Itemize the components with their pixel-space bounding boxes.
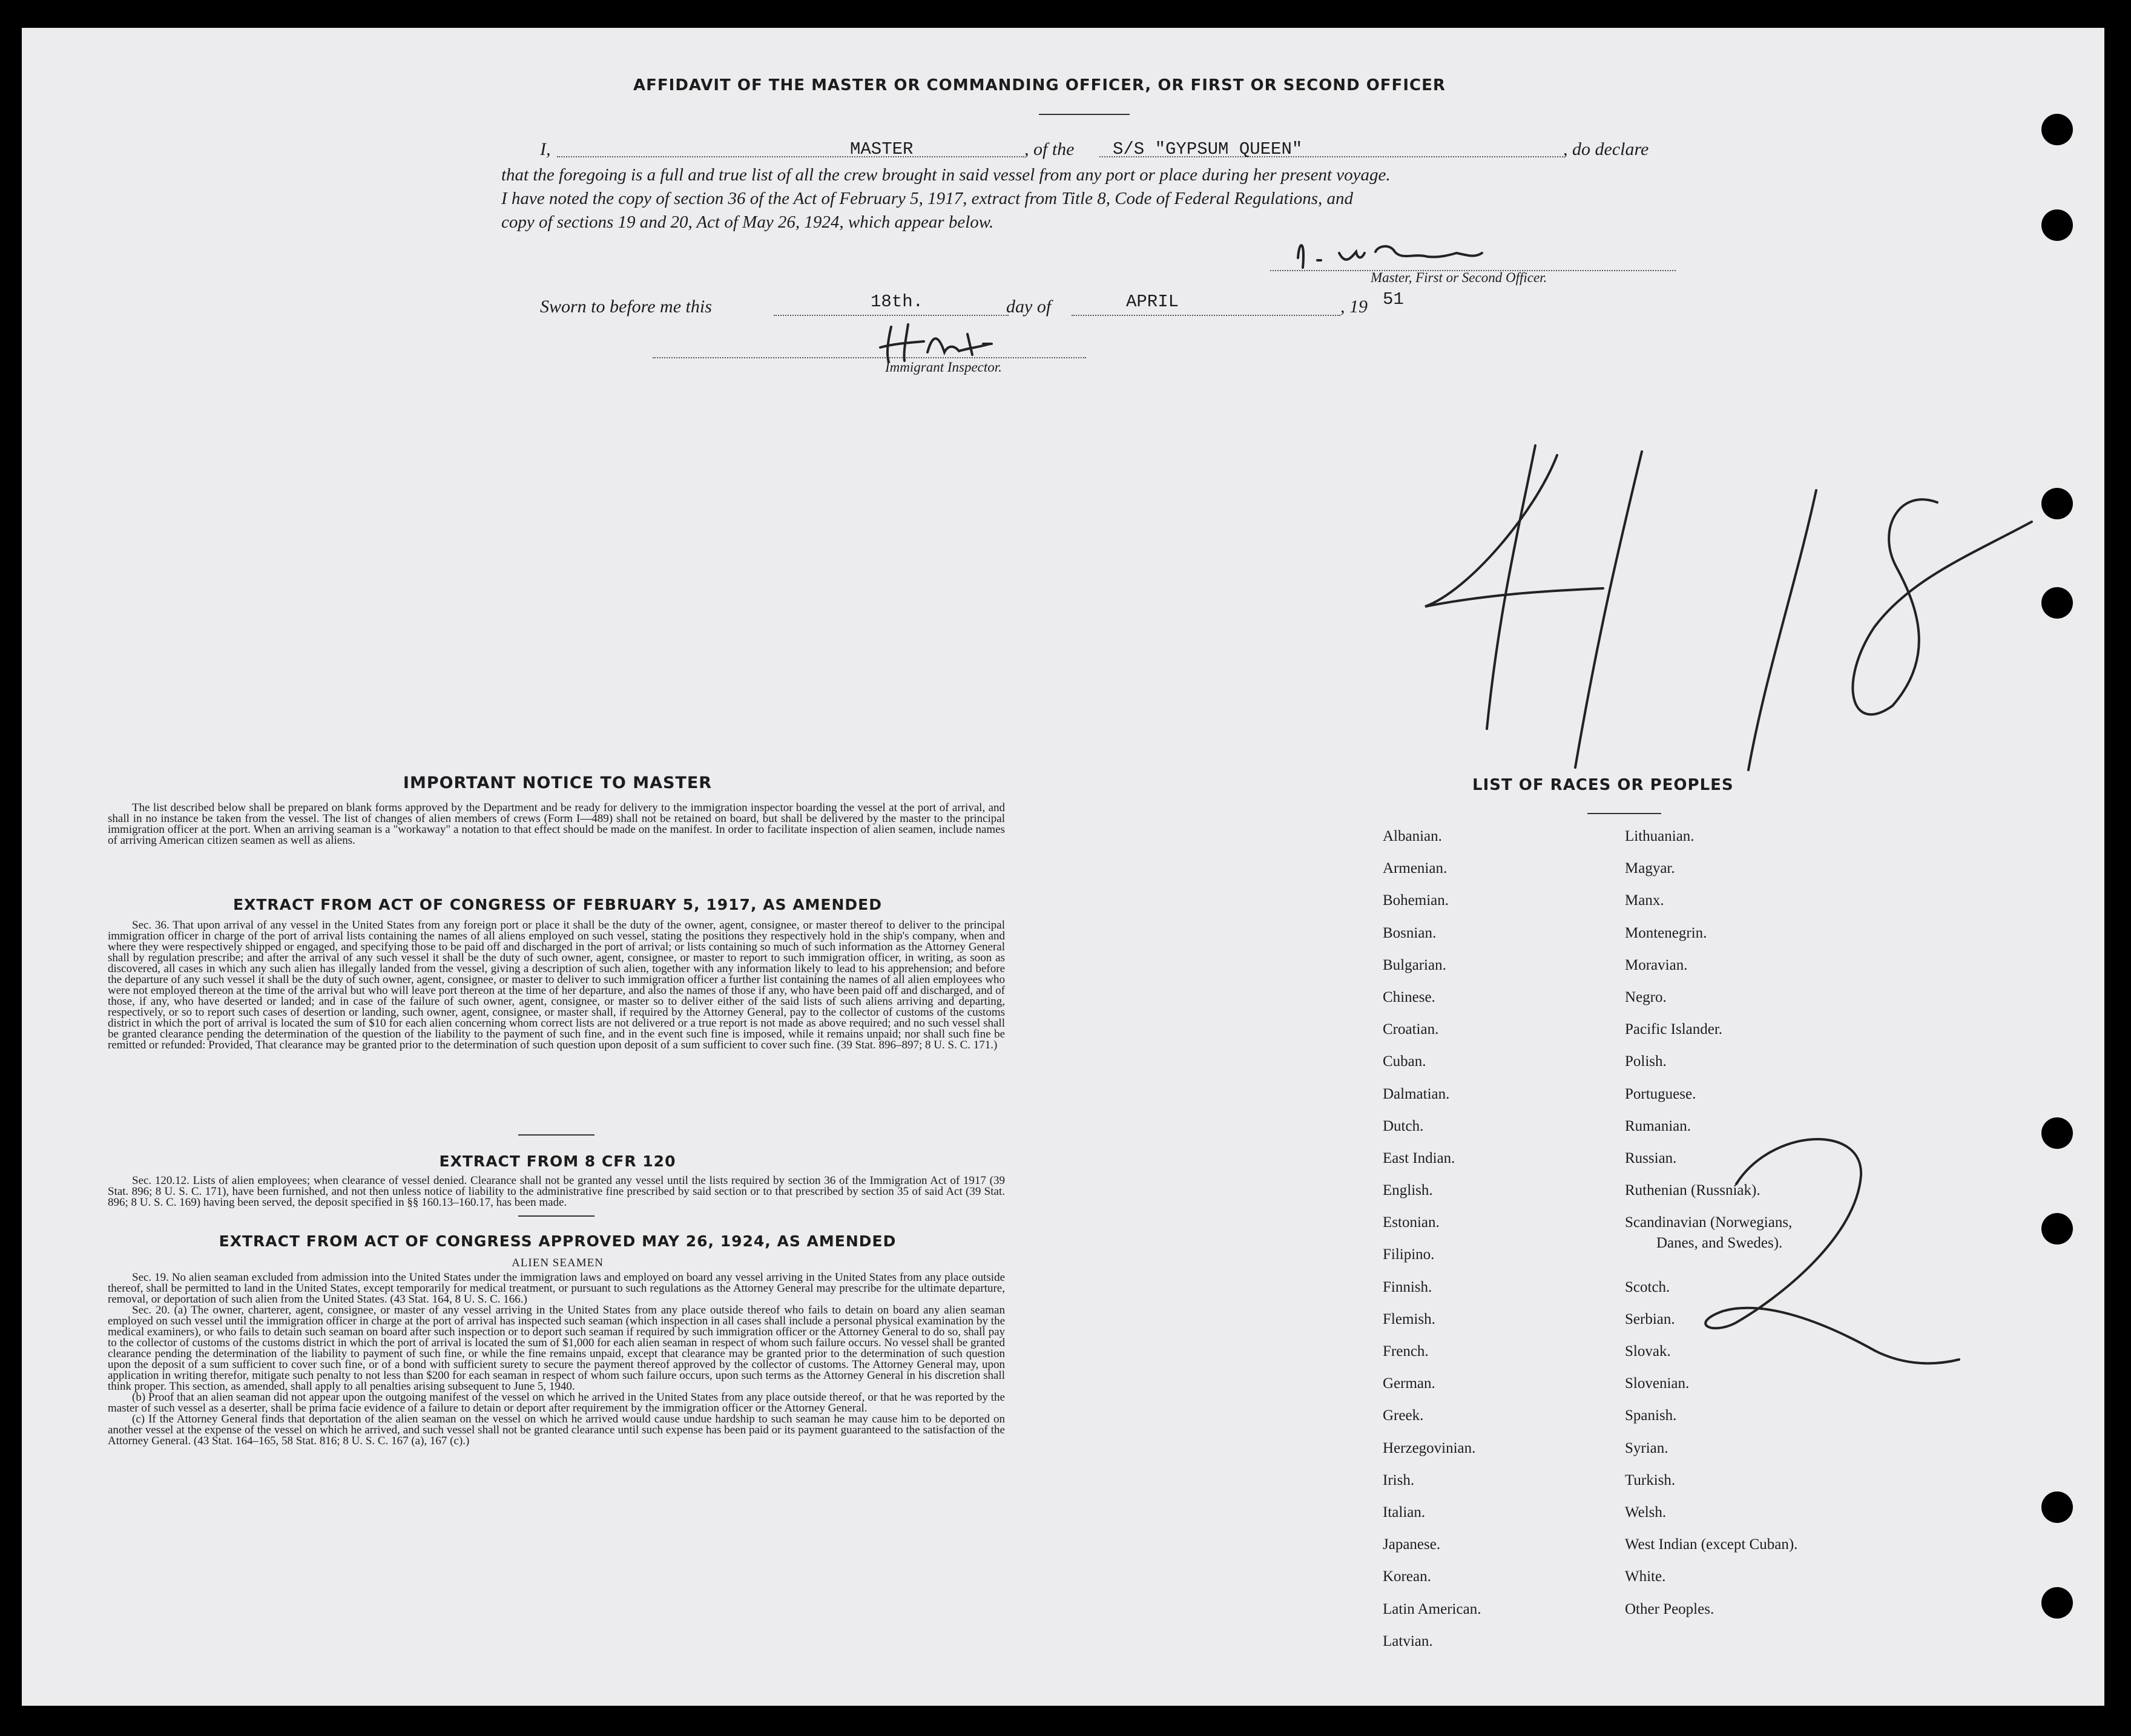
of-the-label: , of the	[1024, 139, 1075, 159]
year-prefix: , 19	[1340, 297, 1368, 317]
race-item: Ruthenian (Russniak).	[1625, 1182, 1760, 1199]
race-item: Pacific Islander.	[1625, 1021, 1723, 1038]
document-page	[22, 28, 2104, 1706]
race-item: Slovenian.	[1625, 1375, 1690, 1392]
race-item: Scotch.	[1625, 1278, 1670, 1295]
extract-1917-heading: EXTRACT FROM ACT OF CONGRESS OF FEBRUARY 5, 1917, AS AMENDED	[232, 896, 883, 913]
punch-hole	[2041, 1587, 2073, 1619]
race-item: Moravian.	[1625, 956, 1688, 973]
punch-hole	[2041, 488, 2073, 519]
race-item: Albanian.	[1383, 828, 1442, 844]
race-item: Rumanian.	[1625, 1117, 1691, 1134]
race-item: English.	[1383, 1182, 1433, 1199]
page-number-1b	[1748, 490, 1816, 770]
race-item: Lithuanian.	[1625, 828, 1695, 844]
race-item: Italian.	[1383, 1504, 1426, 1521]
punch-hole	[2041, 1117, 2073, 1149]
race-item: Irish.	[1383, 1471, 1415, 1488]
race-item: Estonian.	[1383, 1214, 1440, 1231]
race-item: Montenegrin.	[1625, 924, 1707, 941]
extract-1917-text: Sec. 36. That upon arrival of any vessel in the United States from any foreign port or place it shall be the duty of the owner, agent, consignee, or master thereof to deliver to the principal immigration officer in charge of the port of arrival lists containing the names of all aliens employed on such vessel, stating the positions they respectively hold in the ship's company, when and where they were respectively shipped or engaged, and specifying those to be paid off and discharged in the port of arrival; or lists containing so much of such information as the Attorney General shall by regulation prescribe; and after the arrival of any such vessel it shall be the duty of such owner, agent, consignee, or master to report to such immigration officer, in writing, as soon as discovered, all cases in which any such alien has illegally landed from the vessel, giving a description of such alien, together with any information likely to lead to his apprehension; and before the departure of any such vessel it shall be the duty of such owner, agent, consignee, or master to deliver to such immigration officer a further list containing the names of all alien employees who were not employed thereon at the time of the arrival but who will leave port thereon at the time of her departure, and also the names of those if any, who have been paid off and discharged, and of those, if any, who have deserted or landed; and in case of the failure of such owner, agent, consignee, or master so to deliver either of the said lists of such aliens arriving and departing, respectively, or so to report such cases of desertion or landing, such owner, agent, consignee, or master shall, if required by the Attorney General, pay to the collector of customs of the customs district in which the port of arrival is located the sum of $10 for each alien concerning whom correct lists are not delivered or a true report is not made as above required; and no such vessel shall be granted clearance pending the determination of the question of the liability to the payment of such fine, and in the event such fine is imposed, while it remains unpaid; nor shall such fine be remitted or refunded: Provided, That clearance may be granted prior to the determination of such question upon deposit of a sum sufficient to cover such fine. (39 Stat. 896–897; 8 U. S. C. 171.)	[108, 919, 1005, 1051]
race-item: Other Peoples.	[1625, 1600, 1714, 1617]
race-item: Greek.	[1383, 1407, 1424, 1424]
race-item: Polish.	[1625, 1053, 1667, 1070]
year-value: 51	[1383, 289, 1404, 309]
race-item: Portuguese.	[1625, 1085, 1696, 1102]
race-continuation: Danes, and Swedes).	[1656, 1235, 1783, 1251]
page-number-1a	[1575, 452, 1642, 768]
race-item: West Indian (except Cuban).	[1625, 1536, 1798, 1553]
race-item: French.	[1383, 1343, 1429, 1360]
inspector-caption: Immigrant Inspector.	[885, 360, 1002, 375]
master-signature-caption: Master, First or Second Officer.	[1371, 270, 1547, 285]
notice-text: The list described below shall be prepared on blank forms approved by the Department and be ready for delivery to the immigration inspector boarding the vessel at the port of arrival, and shall in no instance be taken from the vessel. The list of changes of alien members of crews (Form I—489) shall not be retained on board, but shall be delivered by the master to the principal immigration officer at the port. When an arriving seaman is a "workaway" a notation to that effect should be made on the manifest. In order to facilitate inspection of alien seamen, include names of arriving American citizen seamen as well as aliens.	[108, 801, 1005, 847]
race-item: Chinese.	[1383, 988, 1435, 1005]
section-20c-text: (c) If the Attorney General finds that deportation of the alien seaman on the vessel on which he arrived would cause undue hardship to such seaman he may cause him to be deported on another vessel at the expense of the vessel on which he arrived, and such vessel shall not be granted clearance until such expense has been paid or its payment guaranteed to the satisfaction of the Attorney General. (43 Stat. 164–165, 58 Stat. 816; 8 U. S. C. 167 (a), 167 (c).)	[108, 1413, 1005, 1447]
race-item: Bohemian.	[1383, 892, 1449, 909]
race-item: Spanish.	[1625, 1407, 1677, 1424]
master-signature-mark	[1298, 245, 1482, 268]
day-value: 18th.	[871, 292, 924, 312]
race-item: Armenian.	[1383, 860, 1448, 877]
affidavit-pronoun: I,	[540, 139, 551, 159]
race-item: Slovak.	[1625, 1343, 1671, 1360]
races-heading: LIST OF RACES OR PEOPLES	[1472, 776, 1734, 794]
race-item: Russian.	[1625, 1149, 1677, 1166]
sworn-label: Sworn to before me this	[540, 297, 712, 317]
month-value: APRIL	[1126, 292, 1179, 312]
race-item: Manx.	[1625, 892, 1664, 909]
page-number-4	[1425, 446, 1603, 729]
punch-hole	[2041, 1491, 2073, 1523]
race-item: Negro.	[1625, 988, 1667, 1005]
race-item: Flemish.	[1383, 1310, 1435, 1327]
section-20b-text: (b) Proof that an alien seaman did not appear upon the outgoing manifest of the vessel on which he arrived in the United States from any place outside thereof, or that he was reported by the master of such vessel as a deserter, shall be prima facie evidence of a failure to detain or deport after requirement by the immigration officer or the Attorney General.	[108, 1391, 1005, 1415]
punch-hole	[2041, 1213, 2073, 1244]
race-item: East Indian.	[1383, 1149, 1455, 1166]
extract-1924-heading: EXTRACT FROM ACT OF CONGRESS APPROVED MAY 26, 1924, AS AMENDED	[219, 1232, 897, 1250]
race-item: Bosnian.	[1383, 924, 1437, 941]
affidavit-heading: AFFIDAVIT OF THE MASTER OR COMMANDING OFFICER, OR FIRST OR SECOND OFFICER	[633, 76, 1446, 94]
race-item: Scandinavian (Norwegians,	[1625, 1214, 1793, 1231]
race-item: Latin American.	[1383, 1600, 1481, 1617]
race-item: German.	[1383, 1375, 1435, 1392]
master-title-value: MASTER	[850, 139, 914, 159]
punch-hole	[2041, 587, 2073, 619]
page-number-8	[1853, 499, 2032, 714]
affidavit-body-line2: I have noted the copy of section 36 of the Act of February 5, 1917, extract from Title 8, Code of Federal Regulations, and	[501, 189, 1354, 208]
race-item: Finnish.	[1383, 1278, 1432, 1295]
notice-heading: IMPORTANT NOTICE TO MASTER	[403, 774, 713, 792]
race-item: Dutch.	[1383, 1117, 1424, 1134]
day-of-label: day of	[1006, 297, 1052, 317]
inspector-signature-mark	[880, 324, 992, 362]
alien-seamen-subheading: ALIEN SEAMEN	[512, 1257, 604, 1269]
race-item: Filipino.	[1383, 1246, 1435, 1263]
section-20a-text: Sec. 20. (a) The owner, charterer, agent, consignee, or master of any vessel arriving in the United States from any place outside thereof who fails to detain on board any alien seaman employed on such vessel until the immigration officer in charge at the port of arrival has inspected such seaman (which inspection in all cases shall include a personal physical examination by the medical examiners), or who fails to detain such seaman on board after such inspection or to deport such seaman if required by such immigration officer or the Attorney General to do so, shall pay to the collector of customs of the customs district in which the port of arrival is located the sum of $1,000 for each alien seaman in respect of whom such failure occurs. No vessel shall be granted clearance pending the determination of the liability to payment of such fine, or while the fine remains unpaid, except that clearance may be granted prior to the determination of such question upon the deposit of a sum sufficient to cover such fine, or of a bond with sufficient surety to secure the payment thereof approved by the collector of customs. The Attorney General may, upon application in writing therefor, mitigate such penalty to not less than $200 for each seaman in respect of whom such failure occurs, upon such terms as the Attorney General in his discretion shall think proper. This section, as amended, shall apply to all penalties arising subsequent to June 5, 1940.	[108, 1304, 1005, 1393]
race-item: Korean.	[1383, 1568, 1431, 1585]
race-item: Serbian.	[1625, 1310, 1675, 1327]
vessel-name-value: S/S "GYPSUM QUEEN"	[1113, 139, 1303, 159]
do-declare-label: , do declare	[1563, 139, 1649, 159]
race-item: Herzegovinian.	[1383, 1439, 1476, 1456]
race-item: Dalmatian.	[1383, 1085, 1450, 1102]
race-item: Turkish.	[1625, 1471, 1676, 1488]
race-item: Magyar.	[1625, 860, 1675, 877]
race-item: Syrian.	[1625, 1439, 1668, 1456]
race-item: Japanese.	[1383, 1536, 1441, 1553]
race-item: Welsh.	[1625, 1504, 1667, 1521]
extract-cfr-text: Sec. 120.12. Lists of alien employees; when clearance of vessel denied. Clearance shall not be granted any vessel until the lists required by section 36 of the Immigration Act of 1917 (39 Stat. 896; 8 U. S. C. 171), have been furnished, and not then unless notice of liability to the administrative fine prescribed by said section or to that prescribed by section 35 of said Act (39 Stat. 896; 8 U. S. C. 169) having been served, the deposit specified in §§ 160.13–160.17, has been made.	[108, 1174, 1005, 1209]
handwriting-layer	[22, 28, 2104, 1706]
race-item: Croatian.	[1383, 1021, 1439, 1038]
extract-cfr-heading: EXTRACT FROM 8 CFR 120	[439, 1152, 676, 1170]
race-item: Latvian.	[1383, 1632, 1433, 1649]
affidavit-body-line1: that the foregoing is a full and true list of all the crew brought in said vessel from any port or place during her present voyage.	[501, 165, 1391, 185]
race-item: White.	[1625, 1568, 1666, 1585]
race-item: Bulgarian.	[1383, 956, 1446, 973]
mark-2	[1705, 1139, 1959, 1363]
punch-hole	[2041, 209, 2073, 241]
section-19-text: Sec. 19. No alien seaman excluded from admission into the United States under the immigration laws and employed on board any vessel arriving in the United States from any place outside thereof, shall be permitted to land in the United States, except temporarily for medical treatment, or pursuant to such regulations as the Attorney General may prescribe for the ultimate departure, removal, or deportation of such alien from the United States. (43 Stat. 164, 8 U. S. C. 166.)	[108, 1271, 1005, 1306]
race-item: Cuban.	[1383, 1053, 1426, 1070]
affidavit-body-line3: copy of sections 19 and 20, Act of May 26, 1924, which appear below.	[501, 212, 994, 232]
punch-hole	[2041, 114, 2073, 145]
